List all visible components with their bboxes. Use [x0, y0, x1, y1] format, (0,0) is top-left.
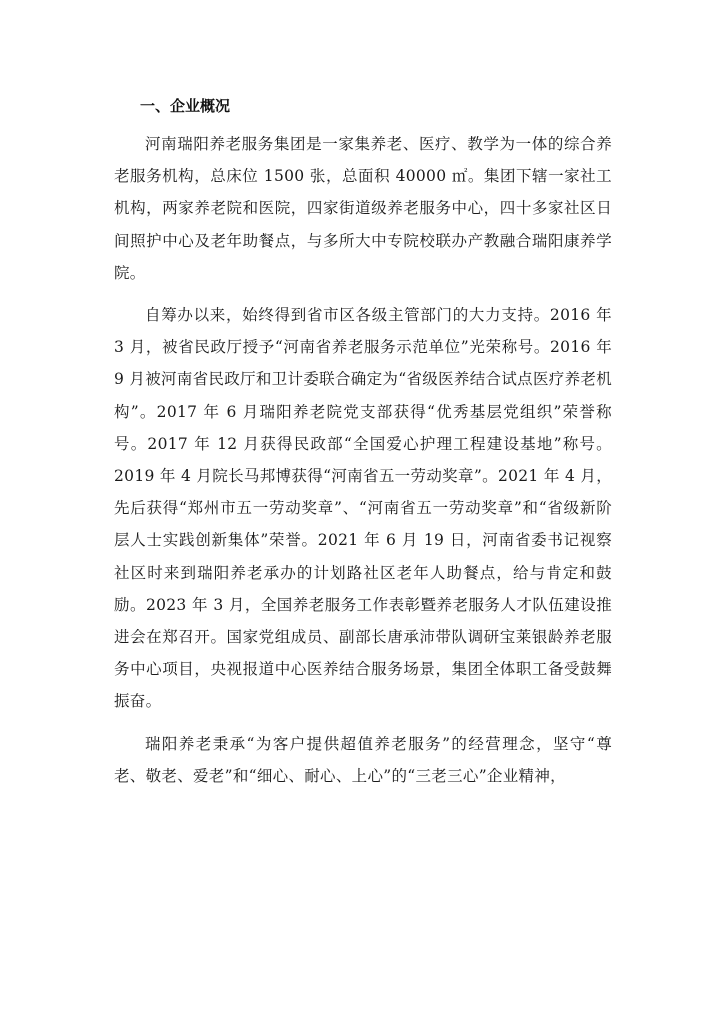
- paragraph-overview: 河南瑞阳养老服务集团是一家集养老、医疗、教学为一体的综合养老服务机构，总床位 1500 张，总面积 40000 ㎡。集团下辖一家社工机构，两家养老院和医院，四家街道级养老服务中心，四十多家社区日间照护中心及老年助餐点，与多所大中专院校联办产教融合瑞阳康养学院。: [114, 135, 612, 282]
- paragraph-honors: 自筹办以来，始终得到省市区各级主管部门的大力支持。2016 年 3 月，被省民政厅授予“河南省养老服务示范单位”光荣称号。2016 年 9 月被河南省民政厅和卫计委联合确定为“省级医养结合试点医疗养老机构”。2017 年 6 月瑞阳养老院党支部获得“优秀基层党组织”荣誉称号。2017 年 12 月获得民政部“全国爱心护理工程建设基地”称号。2019 年 4 月院长马邦博获得“河南省五一劳动奖章”。2021 年 4 月，先后获得“郑州市五一劳动奖章”、“河南省五一劳动奖章”和“省级新阶层人士实践创新集体”荣誉。2021 年 6 月 19 日，河南省委书记视察社区时来到瑞阳养老承办的计划路社区老年人助餐点，给与肯定和鼓励。2023 年 3 月，全国养老服务工作表彰暨养老服务人才队伍建设推进会在郑召开。国家党组成员、副部长唐承沛带队调研宝莱银龄养老服务中心项目，央视报道中心医养结合服务场景，集团全体职工备受鼓舞振奋。: [114, 306, 612, 711]
- document-body: [114, 92, 612, 802]
- section-heading: 一、企业概况: [140, 97, 231, 115]
- paragraph-philosophy: 瑞阳养老秉承“为客户提供超值养老服务”的经营理念，坚守“尊老、敬老、爱老”和“细心、耐心、上心”的“三老三心”企业精神，: [114, 734, 612, 785]
